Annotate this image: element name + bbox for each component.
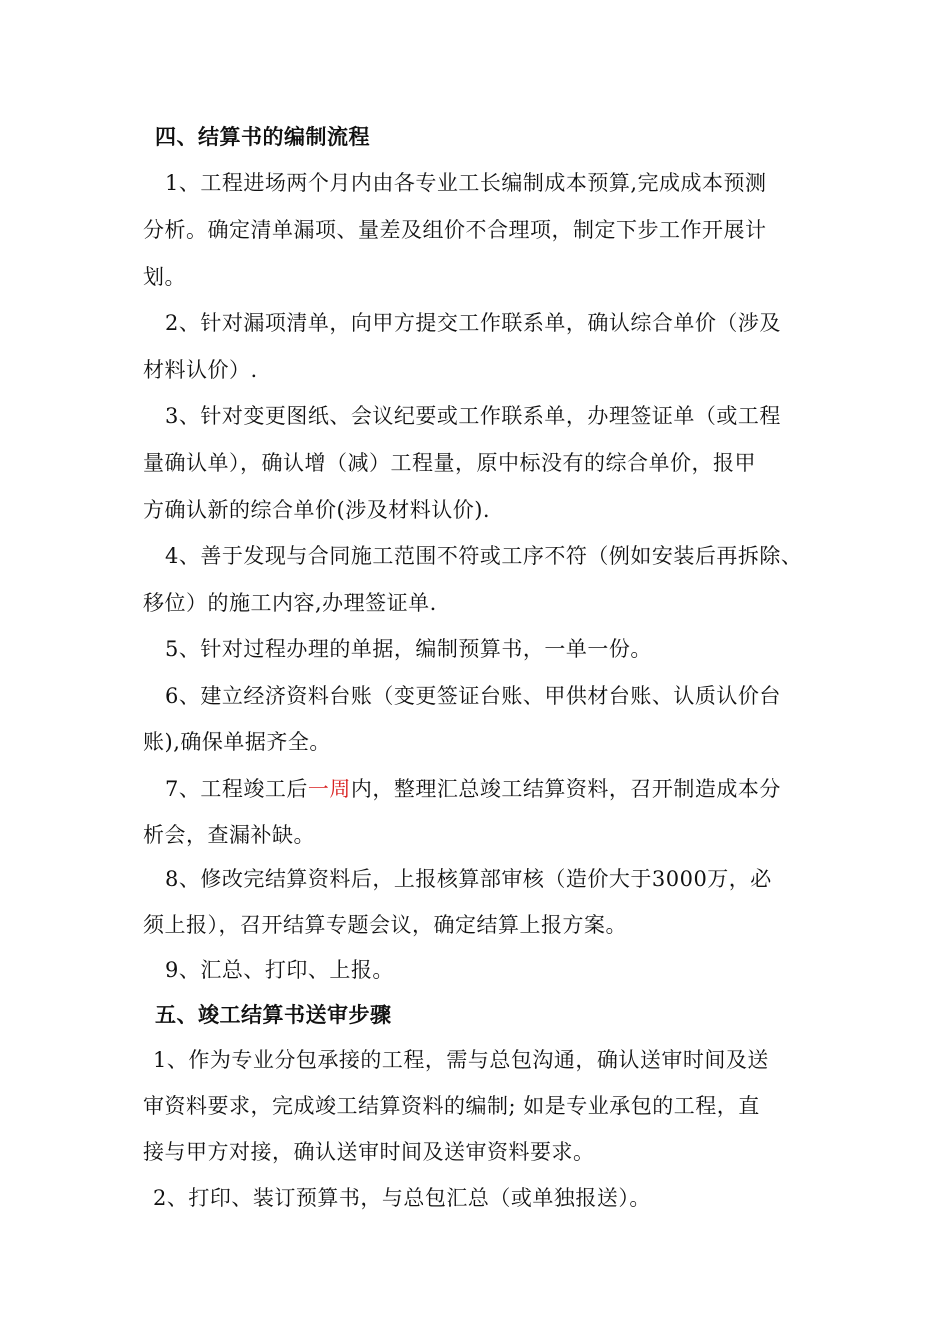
item-2-line-1: 2、针对漏项清单，向甲方提交工作联系单，确认综合单价（涉及 — [165, 311, 781, 335]
step-2-line-1: 2、打印、装订预算书，与总包汇总（或单独报送）。 — [153, 1186, 651, 1210]
section-4-heading: 四、结算书的编制流程 — [155, 125, 370, 149]
item-7-text-post: 内，整理汇总竣工结算资料，召开制造成本分 — [350, 777, 781, 801]
item-9-line-1: 9、汇总、打印、上报。 — [165, 958, 394, 982]
item-6-line-2: 账),确保单据齐全。 — [143, 730, 331, 754]
item-4-line-2: 移位）的施工内容,办理签证单. — [143, 591, 437, 615]
item-1-line-3: 划。 — [143, 265, 186, 289]
item-2-line-2: 材料认价）. — [143, 358, 258, 382]
item-6-line-1: 6、建立经济资料台账（变更签证台账、甲供材台账、认质认价台 — [165, 684, 781, 708]
item-8-line-1: 8、修改完结算资料后，上报核算部审核（造价大于3000万，必 — [165, 867, 772, 891]
item-7-line-2: 析会，查漏补缺。 — [143, 823, 315, 847]
item-7-highlight: 一周 — [307, 777, 351, 801]
item-3-line-1: 3、针对变更图纸、会议纪要或工作联系单，办理签证单（或工程 — [165, 404, 781, 428]
item-7-line-1 — [165, 776, 781, 802]
item-5-line-1: 5、针对过程办理的单据，编制预算书，一单一份。 — [165, 637, 652, 661]
item-1-line-1: 1、工程进场两个月内由各专业工长编制成本预算,完成成本预测 — [165, 171, 767, 195]
step-1-line-1: 1、作为专业分包承接的工程，需与总包沟通，确认送审时间及送 — [153, 1048, 769, 1072]
item-3-line-3: 方确认新的综合单价(涉及材料认价). — [143, 498, 491, 522]
item-1-line-2: 分析。确定清单漏项、量差及组价不合理项，制定下步工作开展计 — [143, 218, 767, 242]
item-4-line-1: 4、善于发现与合同施工范围不符或工序不符（例如安装后再拆除、 — [165, 544, 803, 568]
item-8-line-2: 须上报），召开结算专题会议，确定结算上报方案。 — [143, 913, 627, 937]
section-5-heading: 五、竣工结算书送审步骤 — [155, 1003, 392, 1027]
step-1-line-3: 接与甲方对接，确认送审时间及送审资料要求。 — [143, 1140, 595, 1164]
step-1-line-2: 审资料要求，完成竣工结算资料的编制; 如是专业承包的工程，直 — [143, 1094, 760, 1118]
item-7-text-pre: 7、工程竣工后 — [165, 777, 308, 801]
item-3-line-2: 量确认单），确认增（减）工程量，原中标没有的综合单价，报甲 — [143, 451, 756, 475]
